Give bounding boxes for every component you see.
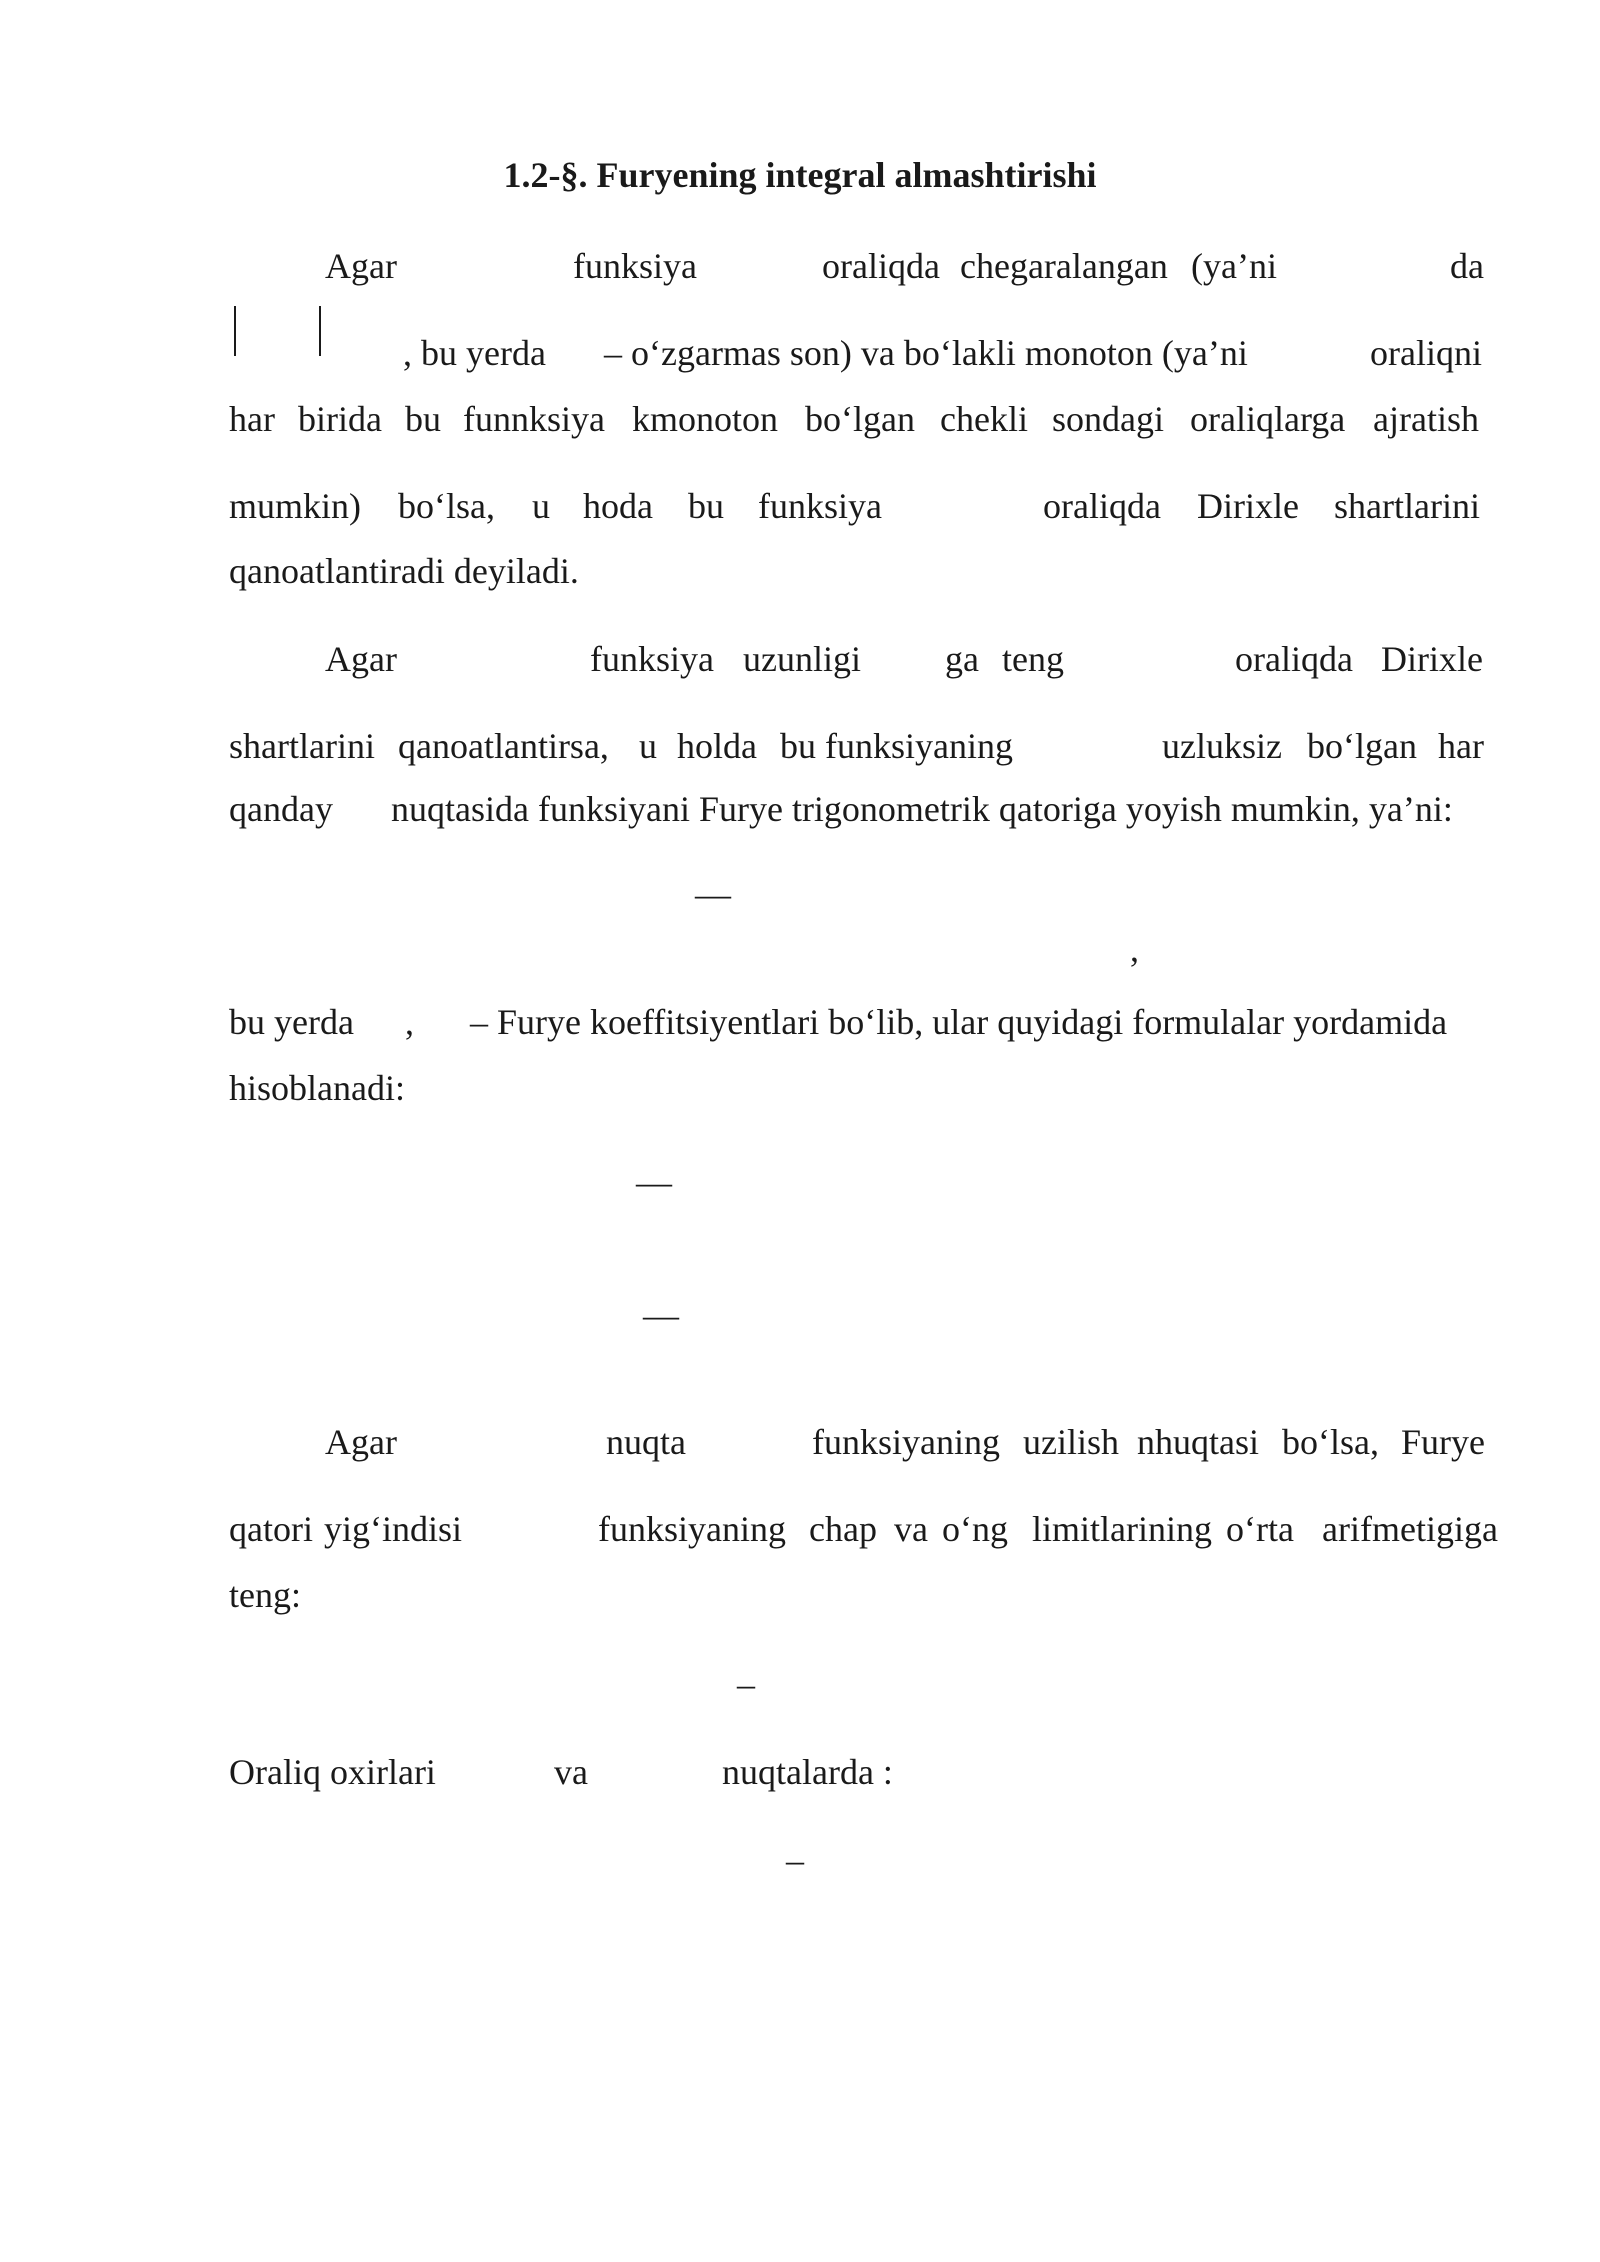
text-run: hisoblanadi: [229, 1068, 405, 1108]
word: da [1450, 246, 1484, 286]
word: holda [677, 726, 757, 766]
word: uzilish [1023, 1422, 1119, 1462]
word: bo‘lsa, [398, 486, 495, 526]
word: Agar [325, 1422, 397, 1462]
word: teng [1002, 639, 1064, 679]
abs-bar-right [319, 306, 321, 356]
fraction-bar: – [786, 1840, 804, 1880]
word: har [229, 399, 275, 439]
text-run: qanoatlantiradi deyiladi. [229, 551, 579, 591]
fraction-bar: — [636, 1162, 672, 1202]
word: kmonoton [632, 399, 779, 439]
word: Agar [325, 246, 397, 286]
fraction-bar: — [695, 874, 731, 914]
abs-bar-left [234, 306, 236, 356]
text-run: , bu yerda [403, 333, 546, 373]
word: u [639, 726, 657, 766]
word: shartlarini [229, 726, 375, 766]
word: funksiya [758, 486, 882, 526]
word: oraliqda [822, 246, 940, 286]
word: chekli [940, 399, 1028, 439]
text-run: – o‘zgarmas son) va bo‘lakli monoton (ya’ni [604, 333, 1248, 373]
fraction-bar: – [737, 1664, 755, 1704]
word: bu [780, 726, 816, 766]
word: shartlarini [1334, 486, 1480, 526]
text-run: nuqtasida funksiyani Furye trigonometrik qatoriga yoyish mumkin, ya’ni: [391, 789, 1453, 829]
word: funnksiya [463, 399, 605, 439]
word: bo‘lgan [1307, 726, 1417, 766]
word: Furye [1401, 1422, 1485, 1462]
word: uzluksiz [1162, 726, 1282, 766]
word: bo‘lsa, [1282, 1422, 1379, 1462]
text-run: – Furye koeffitsiyentlari bo‘lib, ular quyidagi formulalar yordamida [470, 1002, 1448, 1042]
text-run: teng: [229, 1575, 301, 1615]
word: u [532, 486, 550, 526]
word: funksiya [573, 246, 697, 286]
word: oraliqni [1370, 333, 1482, 373]
word: o‘rta [1226, 1509, 1294, 1549]
word: ajratish [1373, 399, 1479, 439]
text-run: nuqtalarda : [722, 1752, 893, 1792]
word: ga [945, 639, 979, 679]
word: birida [298, 399, 382, 439]
fraction-bar: — [643, 1295, 679, 1335]
word: qatori [229, 1509, 313, 1549]
word: va [894, 1509, 928, 1549]
word: va [554, 1752, 588, 1792]
formula-comma: , [1130, 929, 1139, 969]
word: yig‘indisi [324, 1509, 463, 1549]
word: oraliqda [1043, 486, 1161, 526]
word: qanoatlantirsa, [398, 726, 609, 766]
word: (ya’ni [1191, 246, 1277, 286]
word: o‘ng [942, 1509, 1008, 1549]
word: Dirixle [1197, 486, 1299, 526]
word: chegaralangan [960, 246, 1168, 286]
word: Agar [325, 639, 397, 679]
word: nhuqtasi [1137, 1422, 1259, 1462]
word: bu [688, 486, 724, 526]
word: limitlarining [1032, 1509, 1212, 1549]
section-title: 1.2-§. Furyening integral almashtirishi [503, 155, 1097, 195]
word: chap [809, 1509, 877, 1549]
word: funksiyaning [812, 1422, 1000, 1462]
word: sondagi [1052, 399, 1164, 439]
punctuation: , [405, 1002, 414, 1042]
word: bo‘lgan [805, 399, 915, 439]
text-run: bu yerda [229, 1002, 354, 1042]
word: funksiyaning [598, 1509, 786, 1549]
word: funksiyaning [825, 726, 1013, 766]
word: oraliqlarga [1190, 399, 1346, 439]
word: mumkin) [229, 486, 361, 526]
word: har [1438, 726, 1484, 766]
word: nuqta [606, 1422, 686, 1462]
text-run: Oraliq oxirlari [229, 1752, 436, 1792]
word: bu [405, 399, 441, 439]
word: arifmetigiga [1322, 1509, 1498, 1549]
word: oraliqda [1235, 639, 1353, 679]
word: funksiya [590, 639, 714, 679]
word: qanday [229, 789, 333, 829]
word: Dirixle [1381, 639, 1483, 679]
word: hoda [583, 486, 653, 526]
word: uzunligi [743, 639, 861, 679]
